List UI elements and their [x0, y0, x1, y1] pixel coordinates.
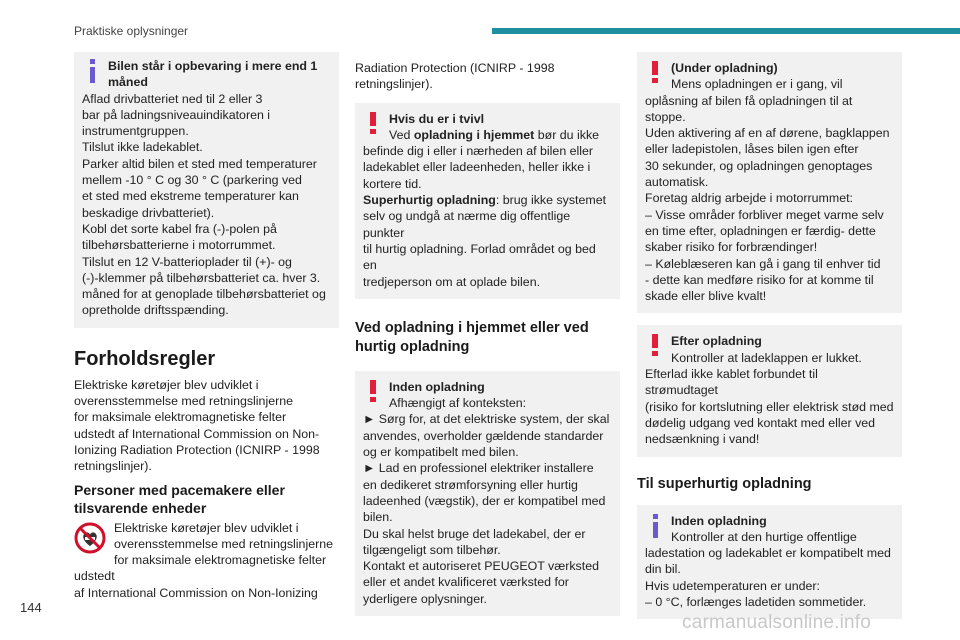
text-line: Afhængigt af konteksten:: [389, 396, 527, 411]
box-title: måned: [108, 75, 148, 90]
info-icon: [82, 58, 102, 83]
watermark: carmanualsonline.info: [682, 612, 872, 633]
text-line: for maksimale elektromagnetiske felter udstedt: [74, 553, 327, 584]
heading-line: tilsvarende enheder: [74, 499, 207, 516]
pacemaker-heading: [74, 481, 339, 517]
box-title: Inden opladning: [389, 379, 485, 394]
box-title: Bilen står i opbevaring i mere end 1: [108, 59, 318, 73]
text-line: selv og undgå at nærme dig offentlige punkter: [363, 209, 571, 240]
text-line: Hvis udetemperaturen er under:: [645, 578, 820, 593]
text-line: Radiation Protection (ICNIRP - 1998: [355, 61, 555, 75]
text-line: skade eller blive kvalt!: [645, 289, 767, 304]
text-line: – Køleblæseren kan gå i gang til enhver tid: [645, 256, 881, 271]
text-line: overensstemmelse med retningslinjerne: [74, 394, 294, 409]
page-header-title: Praktiske oplysninger: [74, 24, 189, 38]
text-line: bilen.: [363, 510, 393, 525]
text-line: anvendes, overholder gældende standarder: [363, 428, 604, 443]
column-3: [637, 52, 902, 619]
text-line: Kontroller at ladeklappen er lukket.: [671, 350, 862, 365]
during-charging-warning-box: [637, 52, 902, 313]
box-title: Inden opladning: [671, 513, 767, 528]
text-line: udstedt af International Commission on Non-: [74, 426, 320, 441]
text-line: eller et andet kvalificeret værksted for: [363, 575, 569, 590]
warning-icon: [645, 333, 665, 356]
box-title: Efter opladning: [671, 334, 762, 349]
warning-icon: [363, 111, 383, 134]
box-title: (Under opladning): [671, 61, 778, 75]
superfast-info-box: [637, 505, 902, 620]
text-line: - dette kan medføre risiko for at komme til: [645, 272, 874, 287]
text-line: af International Commission on Non-Ionizing: [74, 585, 318, 600]
text-line: en dedikeret strømforsyning eller hurtig: [363, 477, 578, 492]
text-line: din bil.: [645, 562, 681, 577]
text-line: Ved opladning i hjemmet bør du ikke: [389, 127, 600, 142]
text-line: dødelig udgang ved kontakt med eller ved: [645, 415, 876, 430]
heading-line: hurtig opladning: [355, 338, 470, 355]
text-line: Efterlad ikke kablet forbundet til strømudtaget: [645, 367, 818, 398]
text-line: beskadige drivbatteriet).: [82, 205, 215, 220]
warning-icon: [645, 60, 665, 83]
text-line: og er kompatibelt med bilen.: [363, 445, 519, 460]
text-line: Uden aktivering af en af dørene, bagklappen: [645, 126, 890, 141]
home-charging-heading: [355, 319, 620, 357]
text-line: (-)-klemmer på tilbehørsbatteriet ca. hver 3.: [82, 270, 321, 285]
text-line: Aflad drivbatteriet ned til 2 eller 3: [82, 91, 263, 106]
text-line: for maksimale elektromagnetiske felter: [74, 410, 287, 425]
text-line: Foretag aldrig arbejde i motorrummet:: [645, 191, 853, 206]
text-line: en time efter, opladningen er færdig- dette: [645, 223, 876, 238]
before-charging-warning-box: [355, 371, 620, 616]
intro-paragraph: [355, 60, 620, 93]
text-line: oplåsning af bilen få opladningen til at stoppe.: [645, 93, 853, 124]
text-line: kortere tid.: [363, 176, 422, 191]
text-line: Tilslut ikke ladekablet.: [82, 140, 203, 155]
text-line: til hurtig opladning. Forlad området og bed en: [363, 241, 596, 273]
warning-icon: [363, 379, 383, 402]
text-line: Kontakt et autoriseret PEUGEOT værksted: [363, 559, 599, 574]
text-line: Superhurtig opladning: brug ikke systemet: [363, 193, 607, 208]
text-line: måned for at genoplade tilbehørsbatteriet og: [82, 287, 326, 302]
text-line: befinde dig i eller i nærheden af bilen eller: [363, 144, 594, 159]
text-line: tredjeperson om at oplade bilen.: [363, 274, 541, 289]
text-line: ladeenhed (vægstik), der er kompatibel med: [363, 493, 606, 508]
text-line: et sted med ekstreme temperaturer kan: [82, 189, 299, 204]
text-line: skaber risiko for forbrændinger!: [645, 240, 818, 255]
text-line: Mens opladningen er i gang, vil: [671, 77, 843, 92]
text-line: Kobl det sorte kabel fra (-)-polen på: [82, 221, 277, 236]
pacemaker-warning-icon: [74, 522, 106, 554]
text-line: retningslinjer).: [355, 77, 433, 92]
heading-line: Ved opladning i hjemmet eller ved: [355, 319, 589, 336]
header-accent-bar: [492, 28, 960, 34]
text-line: instrumentgruppen.: [82, 124, 189, 139]
text-line: overensstemmelse med retningslinjerne: [114, 536, 334, 551]
text-line: bar på ladningsniveauindikatoren i: [82, 107, 271, 122]
text-line: Parker altid bilen et sted med temperaturer: [82, 156, 317, 171]
text-line: Ionizing Radiation Protection (ICNIRP - 1998: [74, 442, 320, 457]
box-body: [82, 91, 331, 319]
info-icon: [645, 513, 665, 538]
text-line: – Visse områder forbliver meget varme selv: [645, 207, 884, 222]
text-line: yderligere oplysninger.: [363, 591, 487, 606]
column-1: [74, 52, 339, 601]
text-line: – 0 °C, forlænges ladetiden sommetider.: [645, 595, 867, 610]
section-heading-precautions: Forholdsregler: [74, 347, 216, 370]
text-line: opretholde driftsspænding.: [82, 303, 229, 318]
text-line: ladestation og ladekablet er kompatibelt med: [645, 546, 891, 561]
after-charging-warning-box: [637, 325, 902, 456]
text-line: mellem -10 ° C og 30 ° C (parkering ved: [82, 173, 302, 188]
text-line: 30 sekunder, og opladningen genoptages: [645, 158, 873, 173]
text-line: Du skal helst bruge det ladekabel, der er: [363, 526, 586, 541]
column-2: [355, 60, 620, 616]
text-line: Elektriske køretøjer blev udviklet i: [114, 520, 299, 535]
text-line: automatisk.: [645, 175, 709, 190]
text-line: tilbehørsbatterierne i motorrummet.: [82, 238, 276, 253]
text-line: Elektriske køretøjer blev udviklet i: [74, 377, 259, 392]
text-line: ladekablet eller ladeenheden, heller ikke i: [363, 160, 591, 175]
text-line: Tilslut en 12 V-batterioplader til (+)- og: [82, 254, 292, 269]
text-line: ► Sørg for, at det elektriske system, der skal: [363, 412, 610, 427]
page-number: 144: [20, 600, 42, 615]
text-line: Kontroller at den hurtige offentlige: [671, 529, 857, 544]
text-line: nedsænkning i vand!: [645, 432, 760, 447]
pacemaker-paragraph: [74, 520, 339, 601]
text-line: retningslinjer).: [74, 459, 152, 474]
precautions-paragraph: [74, 377, 339, 475]
text-line: tilgængeligt som tilbehør.: [363, 542, 501, 557]
text-line: ► Lad en professionel elektriker installere: [363, 461, 594, 476]
heading-line: Personer med pacemakere eller: [74, 481, 285, 498]
doubt-warning-box: [355, 103, 620, 299]
superfast-heading: Til superhurtig opladning: [637, 475, 812, 492]
text-line: (risiko for kortslutning eller elektrisk stød med: [645, 399, 894, 414]
box-title: Hvis du er i tvivl: [389, 111, 485, 126]
text-line: eller ladepistolen, låses bilen igen efter: [645, 142, 859, 157]
storage-info-box: [74, 52, 339, 328]
